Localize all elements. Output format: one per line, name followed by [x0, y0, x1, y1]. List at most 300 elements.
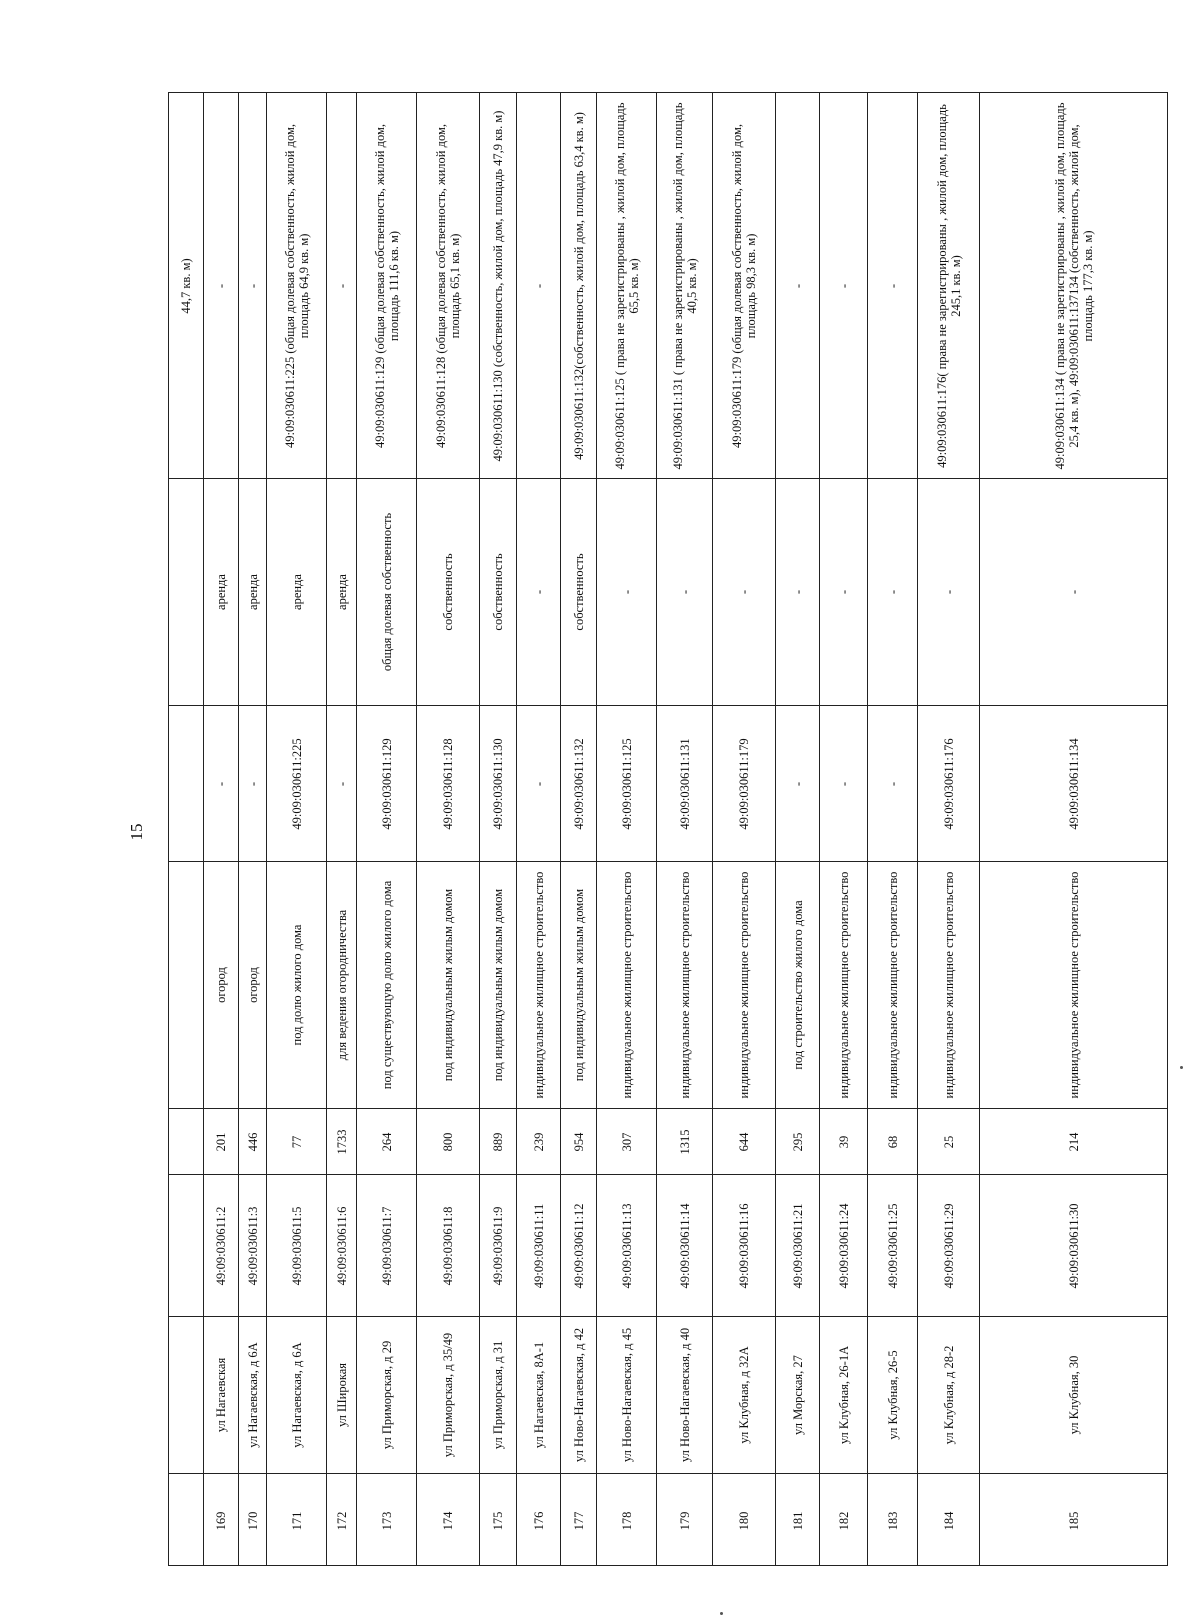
- address: ул Ново-Нагаевская, д 40: [677, 1327, 692, 1463]
- cell-area: [417, 1108, 479, 1174]
- permitted-use: под долю жилого дома: [289, 924, 304, 1046]
- cell-building-cadastral: [713, 705, 775, 861]
- cell-area: [480, 1108, 516, 1174]
- cell-number: [713, 1473, 775, 1567]
- cadastral-number: 49:09:030611:12: [571, 1203, 586, 1288]
- cell-use: [657, 861, 712, 1108]
- cadastral-number: 49:09:030611:14: [677, 1203, 692, 1288]
- permitted-use: под индивидуальным жилым домом: [571, 888, 586, 1082]
- cell-area: [776, 1108, 819, 1174]
- building-info: -: [790, 283, 805, 288]
- building-cadastral: 49:09:030611:225: [289, 737, 304, 830]
- permitted-use: индивидуальное жилищное строительство: [677, 871, 692, 1099]
- cell-info: [561, 93, 596, 478]
- cell-building-cadastral: [480, 705, 516, 861]
- cell-use: [169, 861, 203, 1108]
- area: 954: [571, 1132, 586, 1151]
- right-type: -: [836, 589, 851, 595]
- area: 800: [441, 1132, 455, 1151]
- row-number: 172: [334, 1511, 349, 1530]
- cell-right: [597, 478, 656, 705]
- cell-info: [713, 93, 775, 478]
- building-cadastral: 49:09:030611:129: [379, 737, 394, 830]
- cell-building-cadastral: [561, 705, 596, 861]
- row-number: 178: [619, 1511, 634, 1530]
- address: ул Приморская, д 35/49: [441, 1332, 455, 1458]
- cell-number: [776, 1473, 819, 1567]
- building-cadastral: -: [885, 781, 900, 786]
- address: ул Ново-Нагаевская, д 42: [571, 1327, 586, 1463]
- cell-use: [417, 861, 479, 1108]
- permitted-use: под существующую долю жилого дома: [379, 880, 394, 1090]
- cell-info: [239, 93, 266, 478]
- cell-address: [820, 1316, 867, 1473]
- permitted-use: индивидуальное жилищное строительство: [531, 871, 546, 1099]
- table-row: [819, 93, 867, 1565]
- cell-info: [597, 93, 656, 478]
- cell-cadastral: [204, 1174, 238, 1316]
- cell-address: [713, 1316, 775, 1473]
- address: ул Морская, 27: [790, 1355, 805, 1435]
- cell-building-cadastral: [327, 705, 356, 861]
- address: ул Клубная, 30: [1066, 1355, 1081, 1435]
- permitted-use: огород: [245, 967, 260, 1003]
- building-cadastral: 49:09:030611:134: [1066, 737, 1081, 830]
- building-info: 49:09:030611:128 (общая долевая собственность, жилой дом, площадь 65,1 кв. м): [434, 123, 462, 448]
- cell-address: [517, 1316, 560, 1473]
- cell-use: [517, 861, 560, 1108]
- table-row: [479, 93, 516, 1565]
- table-row: [416, 93, 479, 1565]
- right-type: аренда: [214, 574, 228, 610]
- building-info: -: [836, 283, 851, 288]
- cell-area: [357, 1108, 416, 1174]
- building-info: -: [245, 283, 260, 288]
- address: ул Клубная, д 32А: [737, 1346, 751, 1444]
- cell-use: [267, 861, 326, 1108]
- permitted-use: под строительство жилого дома: [790, 900, 805, 1070]
- cell-area: [980, 1108, 1167, 1174]
- address: ул Приморская, д 31: [491, 1340, 505, 1450]
- building-info: -: [334, 283, 349, 288]
- cadastral-number: 49:09:030611:6: [334, 1206, 349, 1285]
- cell-info: [357, 93, 416, 478]
- cell-number: [480, 1473, 516, 1567]
- cell-area: [597, 1108, 656, 1174]
- area: 39: [836, 1135, 851, 1148]
- row-number: 177: [571, 1511, 586, 1530]
- cell-building-cadastral: [267, 705, 326, 861]
- cell-address: [657, 1316, 712, 1473]
- permitted-use: индивидуальное жилищное строительство: [836, 871, 851, 1099]
- building-info: 49:09:030611:132(собственность, жилой дом, площадь 63,4 кв. м): [571, 111, 586, 460]
- cell-info: [868, 93, 917, 478]
- cell-address: [776, 1316, 819, 1473]
- land-plots-table: [168, 92, 1168, 1566]
- cell-area: [561, 1108, 596, 1174]
- right-type: -: [941, 589, 956, 595]
- cell-cadastral: [239, 1174, 266, 1316]
- cell-area: [713, 1108, 775, 1174]
- cell-area: [327, 1108, 356, 1174]
- cell-right: [357, 478, 416, 705]
- cell-use: [239, 861, 266, 1108]
- cell-number: [597, 1473, 656, 1567]
- cell-cadastral: [327, 1174, 356, 1316]
- building-info: 49:09:030611:125 ( права не зарегистрированы , жилой дом, площадь 65,5 кв. м): [612, 102, 641, 469]
- cell-building-cadastral: [820, 705, 867, 861]
- cell-number: [204, 1473, 238, 1567]
- cell-area: [820, 1108, 867, 1174]
- cell-number: [417, 1473, 479, 1567]
- cell-address: [868, 1316, 917, 1473]
- cell-cadastral: [597, 1174, 656, 1316]
- cell-info: [657, 93, 712, 478]
- cell-cadastral: [868, 1174, 917, 1316]
- cadastral-number: 49:09:030611:7: [379, 1206, 394, 1285]
- cell-info: [980, 93, 1167, 478]
- row-number: 184: [941, 1511, 956, 1530]
- cell-building-cadastral: [169, 705, 203, 861]
- cell-right: [868, 478, 917, 705]
- building-info: 49:09:030611:129 (общая долевая собственность, жилой дом, площадь 111,6 кв. м): [372, 123, 401, 448]
- cell-number: [657, 1473, 712, 1567]
- cell-building-cadastral: [417, 705, 479, 861]
- area: 644: [737, 1132, 751, 1151]
- right-type: собственность: [491, 553, 505, 631]
- area: 1315: [677, 1129, 692, 1154]
- cell-address: [561, 1316, 596, 1473]
- permitted-use: для ведения огородничества: [334, 909, 349, 1061]
- cell-area: [918, 1108, 979, 1174]
- building-cadastral: 49:09:030611:131: [677, 737, 692, 830]
- permitted-use: огород: [214, 967, 228, 1003]
- permitted-use: индивидуальное жилищное строительство: [885, 871, 900, 1099]
- cell-use: [776, 861, 819, 1108]
- cell-info: [327, 93, 356, 478]
- table-row: [516, 93, 560, 1565]
- cadastral-number: 49:09:030611:30: [1066, 1203, 1081, 1288]
- cell-area: [267, 1108, 326, 1174]
- building-info: 49:09:030611:179 (общая долевая собственность, жилой дом, площадь 98,3 кв. м): [730, 123, 758, 448]
- building-cadastral: 49:09:030611:132: [571, 737, 586, 830]
- table-row: [326, 93, 356, 1565]
- cell-number: [561, 1473, 596, 1567]
- cell-info: [204, 93, 238, 478]
- permitted-use: индивидуальное жилищное строительство: [941, 871, 956, 1099]
- row-number: 176: [531, 1511, 546, 1530]
- area: 239: [531, 1132, 546, 1151]
- cell-number: [820, 1473, 867, 1567]
- permitted-use: под индивидуальным жилым домом: [441, 888, 455, 1082]
- cell-building-cadastral: [868, 705, 917, 861]
- cell-building-cadastral: [918, 705, 979, 861]
- cell-right: [657, 478, 712, 705]
- permitted-use: индивидуальное жилищное строительство: [737, 871, 751, 1099]
- cell-address: [480, 1316, 516, 1473]
- address: ул Ново-Нагаевская, д 45: [619, 1327, 634, 1463]
- cell-cadastral: [980, 1174, 1167, 1316]
- row-number: 171: [289, 1511, 304, 1530]
- building-info: 49:09:030611:225 (общая долевая собственность, жилой дом, площадь 64,9 кв. м): [282, 123, 311, 448]
- table-row: [238, 93, 266, 1565]
- cell-building-cadastral: [980, 705, 1167, 861]
- right-type: аренда: [334, 574, 349, 610]
- cell-number: [868, 1473, 917, 1567]
- table-row: [560, 93, 596, 1565]
- cell-right: [480, 478, 516, 705]
- cell-cadastral: [561, 1174, 596, 1316]
- cell-use: [713, 861, 775, 1108]
- building-cadastral: -: [836, 781, 851, 786]
- address: ул Нагаевская: [214, 1357, 228, 1433]
- building-info: -: [531, 283, 546, 288]
- permitted-use: под индивидуальным жилым домом: [491, 888, 505, 1082]
- building-cadastral: 49:09:030611:128: [441, 737, 455, 830]
- info-text: 44,7 кв. м): [179, 257, 193, 314]
- area: 77: [289, 1135, 304, 1148]
- row-number: 179: [677, 1511, 692, 1530]
- cell-cadastral: [918, 1174, 979, 1316]
- cell-cadastral: [417, 1174, 479, 1316]
- right-type: -: [1066, 589, 1081, 595]
- cell-info: [169, 93, 203, 478]
- cell-cadastral: [480, 1174, 516, 1316]
- cell-right: [267, 478, 326, 705]
- cell-info: [776, 93, 819, 478]
- right-type: -: [790, 589, 805, 595]
- cell-building-cadastral: [657, 705, 712, 861]
- cell-use: [357, 861, 416, 1108]
- cell-area: [517, 1108, 560, 1174]
- table-row: [917, 93, 979, 1565]
- cell-address: [204, 1316, 238, 1473]
- table-row: [867, 93, 917, 1565]
- cell-info: [417, 93, 479, 478]
- cell-use: [480, 861, 516, 1108]
- cell-right: [239, 478, 266, 705]
- cell-right: [169, 478, 203, 705]
- cell-cadastral: [169, 1174, 203, 1316]
- cell-address: [267, 1316, 326, 1473]
- row-number: 181: [790, 1511, 805, 1530]
- address: ул Нагаевская, 8А-1: [531, 1341, 546, 1449]
- area: 307: [619, 1132, 634, 1151]
- cadastral-number: 49:09:030611:3: [245, 1206, 260, 1285]
- building-cadastral: -: [334, 781, 349, 786]
- page-number: 15: [127, 823, 146, 841]
- cell-cadastral: [267, 1174, 326, 1316]
- row-number: 183: [885, 1511, 900, 1530]
- cell-number: [239, 1473, 266, 1567]
- cadastral-number: 49:09:030611:25: [885, 1203, 900, 1288]
- right-type: -: [531, 589, 546, 595]
- cell-info: [820, 93, 867, 478]
- cadastral-number: 49:09:030611:9: [491, 1206, 505, 1285]
- area: 295: [790, 1132, 805, 1151]
- cell-address: [357, 1316, 416, 1473]
- cell-building-cadastral: [204, 705, 238, 861]
- cell-building-cadastral: [357, 705, 416, 861]
- building-cadastral: -: [214, 781, 228, 786]
- area: 25: [941, 1135, 956, 1148]
- cadastral-number: 49:09:030611:21: [790, 1203, 805, 1288]
- cell-use: [561, 861, 596, 1108]
- cell-use: [918, 861, 979, 1108]
- right-type: -: [737, 589, 751, 595]
- cell-address: [980, 1316, 1167, 1473]
- cell-area: [169, 1108, 203, 1174]
- cell-right: [561, 478, 596, 705]
- table-row: [203, 93, 238, 1565]
- cell-right: [204, 478, 238, 705]
- cadastral-number: 49:09:030611:11: [531, 1203, 546, 1288]
- row-number: 174: [441, 1511, 455, 1530]
- cell-number: [357, 1473, 416, 1567]
- address: ул Нагаевская, д 6А: [245, 1342, 260, 1448]
- cell-area: [239, 1108, 266, 1174]
- cell-building-cadastral: [517, 705, 560, 861]
- cell-area: [868, 1108, 917, 1174]
- address: ул Широкая: [334, 1362, 349, 1428]
- cadastral-number: 49:09:030611:24: [836, 1203, 851, 1288]
- building-cadastral: 49:09:030611:125: [619, 737, 634, 830]
- cell-cadastral: [517, 1174, 560, 1316]
- cell-right: [327, 478, 356, 705]
- building-info: 49:09:030611:131 ( права не зарегистрированы , жилой дом, площадь 40,5 кв. м): [670, 102, 699, 469]
- address: ул Нагаевская, д 6А: [289, 1342, 304, 1448]
- building-info: -: [885, 283, 900, 288]
- cell-address: [169, 1316, 203, 1473]
- row-number: 180: [737, 1511, 751, 1530]
- cell-right: [713, 478, 775, 705]
- cell-address: [417, 1316, 479, 1473]
- cell-building-cadastral: [776, 705, 819, 861]
- row-number: 185: [1066, 1511, 1081, 1530]
- table-row-continuation: [169, 93, 203, 1565]
- building-cadastral: -: [790, 781, 805, 786]
- area: 68: [885, 1135, 900, 1148]
- cell-number: [327, 1473, 356, 1567]
- cell-cadastral: [657, 1174, 712, 1316]
- table-row: [356, 93, 416, 1565]
- cell-right: [776, 478, 819, 705]
- cell-use: [820, 861, 867, 1108]
- right-type: аренда: [245, 574, 260, 610]
- cell-address: [918, 1316, 979, 1473]
- cell-right: [820, 478, 867, 705]
- row-number: 169: [214, 1511, 228, 1530]
- building-info: 49:09:030611:176( права не зарегистрированы , жилой дом, площадь 245,1 кв. м): [934, 103, 963, 468]
- right-type: общая долевая собственность: [379, 512, 394, 672]
- cell-right: [918, 478, 979, 705]
- right-type: собственность: [571, 553, 586, 631]
- cell-number: [918, 1473, 979, 1567]
- cell-number: [169, 1473, 203, 1567]
- right-type: собственность: [441, 553, 455, 631]
- table-row: [596, 93, 656, 1565]
- permitted-use: индивидуальное жилищное строительство: [1066, 871, 1081, 1099]
- building-info: 49:09:030611:134 ( права не зарегистрированы , жилой дом, площадь 25,4 кв. м), 49:09:030611:137134 (собственность, жилой дом, площадь 177,3 кв. м): [1052, 102, 1095, 469]
- cell-cadastral: [820, 1174, 867, 1316]
- cell-cadastral: [357, 1174, 416, 1316]
- cadastral-number: 49:09:030611:5: [289, 1206, 304, 1285]
- area: 201: [214, 1132, 228, 1151]
- cadastral-number: 49:09:030611:8: [441, 1206, 455, 1285]
- table-row: [266, 93, 326, 1565]
- building-cadastral: 49:09:030611:176: [941, 737, 956, 830]
- building-cadastral: -: [531, 781, 546, 786]
- scan-speck: [1180, 1066, 1183, 1069]
- table-row: [712, 93, 775, 1565]
- cell-number: [517, 1473, 560, 1567]
- cadastral-number: 49:09:030611:13: [619, 1203, 634, 1288]
- cell-right: [517, 478, 560, 705]
- cell-building-cadastral: [239, 705, 266, 861]
- scan-speck: [720, 1612, 723, 1615]
- row-number: 175: [491, 1511, 505, 1530]
- building-info: 49:09:030611:130 (собственность, жилой дом, площадь 47,9 кв. м): [491, 110, 505, 461]
- area: 264: [379, 1132, 394, 1151]
- cell-use: [868, 861, 917, 1108]
- cell-use: [327, 861, 356, 1108]
- area: 889: [491, 1132, 505, 1151]
- cell-number: [980, 1473, 1167, 1567]
- row-number: 173: [379, 1511, 394, 1530]
- address: ул Клубная, 26-1А: [836, 1345, 851, 1445]
- building-cadastral: -: [245, 781, 260, 786]
- right-type: аренда: [289, 574, 304, 610]
- row-number: 182: [836, 1511, 851, 1530]
- building-cadastral: 49:09:030611:179: [737, 737, 751, 830]
- cadastral-number: 49:09:030611:2: [214, 1206, 228, 1285]
- cell-area: [204, 1108, 238, 1174]
- right-type: -: [619, 589, 634, 595]
- cell-use: [204, 861, 238, 1108]
- cadastral-number: 49:09:030611:16: [737, 1203, 751, 1288]
- area: 214: [1066, 1132, 1081, 1151]
- area: 446: [245, 1132, 260, 1151]
- address: ул Клубная, 26-5: [885, 1350, 900, 1440]
- cell-use: [597, 861, 656, 1108]
- building-info: -: [214, 283, 228, 288]
- permitted-use: индивидуальное жилищное строительство: [619, 871, 634, 1099]
- cell-info: [517, 93, 560, 478]
- cell-number: [267, 1473, 326, 1567]
- cell-building-cadastral: [597, 705, 656, 861]
- right-type: -: [677, 589, 692, 595]
- cell-address: [239, 1316, 266, 1473]
- cell-info: [918, 93, 979, 478]
- cell-use: [980, 861, 1167, 1108]
- cell-address: [327, 1316, 356, 1473]
- cell-right: [980, 478, 1167, 705]
- address: ул Приморская, д 29: [379, 1340, 394, 1450]
- cell-info: [267, 93, 326, 478]
- cadastral-number: 49:09:030611:29: [941, 1203, 956, 1288]
- cell-info: [480, 93, 516, 478]
- cell-cadastral: [713, 1174, 775, 1316]
- cell-area: [657, 1108, 712, 1174]
- right-type: -: [885, 589, 900, 595]
- table-row: [656, 93, 712, 1565]
- area: 1733: [334, 1129, 349, 1154]
- row-number: 170: [245, 1511, 260, 1530]
- cell-cadastral: [776, 1174, 819, 1316]
- address: ул Клубная, д 28-2: [941, 1345, 956, 1445]
- table-row: [979, 93, 1167, 1565]
- cell-right: [417, 478, 479, 705]
